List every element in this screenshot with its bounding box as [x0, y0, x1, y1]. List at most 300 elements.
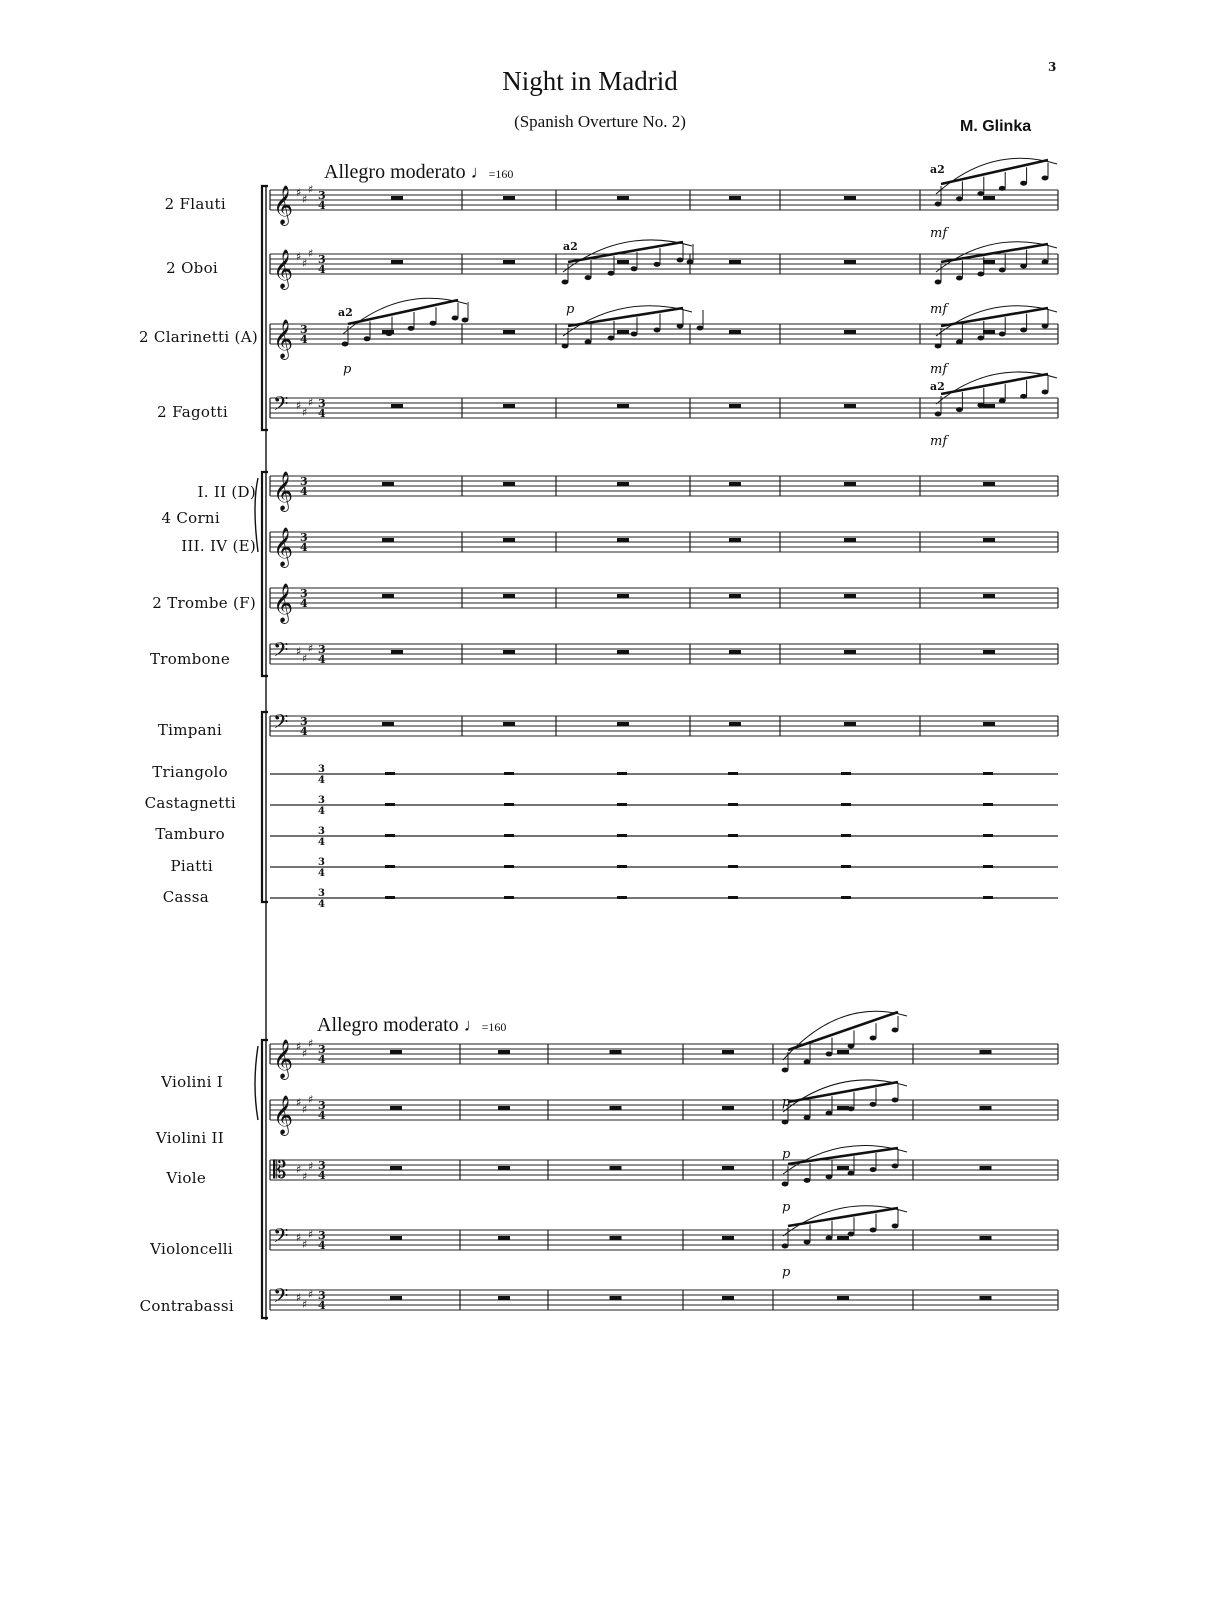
dynamic-mf: mf [930, 226, 948, 241]
note-head [1020, 394, 1027, 399]
time-signature-top: 3 [318, 189, 326, 202]
measure-rest [617, 404, 629, 408]
sharp-icon: ♯ [308, 1228, 314, 1241]
measure-rest [983, 404, 995, 408]
note-head [935, 344, 942, 349]
measure-rest [983, 803, 993, 806]
measure-rest [983, 896, 993, 899]
measure-rest [729, 260, 741, 264]
instrument-label-clarinetti: 2 Clarinetti (A) [139, 328, 258, 346]
page-number: 3 [1048, 60, 1057, 74]
treble-clef-icon: 𝄞 [273, 319, 294, 359]
measure-rest [728, 803, 738, 806]
measure-rest [983, 722, 995, 726]
sharp-icon: ♯ [308, 642, 314, 655]
measure-rest [503, 722, 515, 726]
note-head [687, 260, 694, 265]
time-signature-bottom: 4 [300, 725, 308, 738]
measure-rest [617, 865, 627, 868]
note-head [870, 1102, 877, 1107]
sharp-icon: ♯ [296, 186, 302, 199]
instrument-label-castagnetti: Castagnetti [144, 794, 236, 812]
measure-rest [385, 896, 395, 899]
sharp-icon: ♯ [308, 1093, 314, 1106]
instrument-label-oboi: 2 Oboi [166, 259, 218, 277]
time-signature-top: 3 [318, 826, 325, 837]
time-signature-top: 3 [318, 888, 325, 899]
tempo-text: Allegro moderato [324, 161, 466, 183]
measure-rest [390, 1166, 402, 1170]
time-signature-top: 3 [300, 587, 308, 600]
time-signature-top: 3 [318, 857, 325, 868]
time-signature-bottom: 4 [300, 485, 308, 498]
note-head [892, 1028, 899, 1033]
measure-rest [729, 538, 741, 542]
note-head [408, 326, 415, 331]
note-head [342, 342, 349, 347]
note-head [631, 266, 638, 271]
measure-rest [504, 772, 514, 775]
measure-rest [983, 330, 995, 334]
time-signature-top: 3 [318, 795, 325, 806]
instrument-label-corni-12: I. II (D) [197, 483, 256, 501]
instrument-label-timpani: Timpani [157, 721, 222, 739]
sharp-icon: ♯ [302, 257, 308, 270]
measure-rest [980, 1236, 992, 1240]
sharp-icon: ♯ [308, 183, 314, 196]
measure-rest [729, 330, 741, 334]
time-signature-bottom: 4 [318, 407, 326, 420]
measure-rest [385, 772, 395, 775]
tempo-text: Allegro moderato [317, 1014, 459, 1036]
note-head [782, 1120, 789, 1125]
measure-rest [503, 260, 515, 264]
time-signature-bottom: 4 [318, 653, 326, 666]
sharp-icon: ♯ [296, 250, 302, 263]
time-signature-top: 3 [300, 531, 308, 544]
measure-rest [980, 1166, 992, 1170]
measure-rest [617, 594, 629, 598]
measure-rest [837, 1166, 849, 1170]
time-signature-bottom: 4 [318, 1109, 326, 1122]
tempo-marking-strings: Allegro moderato ♩=160 [317, 1014, 507, 1036]
bass-clef-icon: 𝄢 [273, 392, 289, 420]
instrument-label-viole: Viole [166, 1169, 206, 1187]
time-signature-top: 3 [300, 715, 308, 728]
measure-rest [729, 196, 741, 200]
measure-rest [498, 1106, 510, 1110]
sharp-icon: ♯ [308, 247, 314, 260]
measure-rest [844, 650, 856, 654]
note-head [462, 318, 469, 323]
note-head [677, 258, 684, 263]
measure-rest [390, 1106, 402, 1110]
treble-clef-icon: 𝄞 [273, 527, 294, 567]
measure-rest [728, 865, 738, 868]
note-head [804, 1240, 811, 1245]
measure-rest [504, 834, 514, 837]
measure-rest [837, 1236, 849, 1240]
measure-rest [841, 772, 851, 775]
note-head [608, 271, 615, 276]
measure-rest [983, 196, 995, 200]
a2-marking: a2 [563, 240, 578, 253]
note-head [848, 1044, 855, 1049]
time-signature-bottom: 4 [300, 541, 308, 554]
note-head [848, 1232, 855, 1237]
measure-rest [722, 1050, 734, 1054]
beam [348, 300, 458, 324]
measure-rest [722, 1166, 734, 1170]
measure-rest [391, 260, 403, 264]
measure-rest [503, 404, 515, 408]
group-bracket [262, 472, 268, 676]
measure-rest [841, 865, 851, 868]
slur [936, 158, 1057, 194]
time-signature-bottom: 4 [318, 1169, 326, 1182]
note-head [848, 1171, 855, 1176]
measure-rest [617, 834, 627, 837]
violin-brace [255, 1046, 258, 1120]
sharp-icon: ♯ [296, 399, 302, 412]
time-signature-bottom: 4 [318, 806, 325, 817]
note-head [654, 328, 661, 333]
instrument-label-flauti: 2 Flauti [164, 195, 226, 213]
bass-clef-icon: 𝄢 [273, 1284, 289, 1312]
instrument-label-violoncelli: Violoncelli [150, 1240, 233, 1258]
measure-rest [498, 1296, 510, 1300]
measure-rest [729, 404, 741, 408]
note-head [804, 1115, 811, 1120]
sharp-icon: ♯ [308, 1160, 314, 1173]
note-head [562, 344, 569, 349]
note-head [848, 1106, 855, 1111]
note-head [977, 191, 984, 196]
measure-rest [382, 538, 394, 542]
measure-rest [617, 772, 627, 775]
time-signature-bottom: 4 [318, 775, 325, 786]
instrument-label-violini1: Violini I [161, 1073, 223, 1091]
note-head [935, 412, 942, 417]
treble-clef-icon: 𝄞 [273, 471, 294, 511]
note-head [977, 403, 984, 408]
time-signature-bottom: 4 [318, 1053, 326, 1066]
time-signature-top: 3 [318, 1099, 326, 1112]
group-bracket [262, 186, 268, 430]
sharp-icon: ♯ [296, 1040, 302, 1053]
time-signature-top: 3 [318, 1229, 326, 1242]
instrument-label-corni: 4 Corni [161, 509, 220, 527]
measure-rest [504, 803, 514, 806]
instrument-label-piatti: Piatti [170, 857, 213, 875]
note-head [977, 336, 984, 341]
measure-rest [610, 1296, 622, 1300]
note-head [826, 1111, 833, 1116]
time-signature-bottom: 4 [318, 899, 325, 910]
instrument-label-corni-34: III. IV (E) [181, 537, 256, 555]
group-bracket [262, 1040, 268, 1318]
measure-rest [617, 896, 627, 899]
note-head [654, 262, 661, 267]
a2-marking: a2 [930, 380, 945, 393]
note-head [1042, 176, 1049, 181]
sharp-icon: ♯ [302, 1238, 308, 1251]
measure-rest [391, 404, 403, 408]
note-head [804, 1178, 811, 1183]
measure-rest [382, 482, 394, 486]
measure-rest [385, 834, 395, 837]
measure-rest [610, 1106, 622, 1110]
sharp-icon: ♯ [308, 1288, 314, 1301]
time-signature-bottom: 4 [318, 263, 326, 276]
measure-rest [391, 196, 403, 200]
a2-marking: a2 [338, 306, 353, 319]
measure-rest [728, 834, 738, 837]
note-head [782, 1244, 789, 1249]
note-head [870, 1228, 877, 1233]
note-head [1020, 181, 1027, 186]
time-signature-top: 3 [300, 323, 308, 336]
instrument-label-cassa: Cassa [162, 888, 209, 906]
time-signature-bottom: 4 [318, 837, 325, 848]
measure-rest [498, 1236, 510, 1240]
measure-rest [610, 1166, 622, 1170]
sharp-icon: ♯ [302, 1103, 308, 1116]
tempo-marking-top: Allegro moderato ♩=160 [324, 161, 514, 183]
time-signature-top: 3 [318, 253, 326, 266]
note-head [892, 1098, 899, 1103]
measure-rest [617, 538, 629, 542]
measure-rest [980, 1106, 992, 1110]
dynamic-mf: mf [930, 302, 948, 317]
page-subtitle: (Spanish Overture No. 2) [514, 112, 686, 131]
time-signature-top: 3 [318, 397, 326, 410]
sharp-icon: ♯ [308, 1037, 314, 1050]
treble-clef-icon: 𝄞 [273, 1095, 294, 1135]
instrument-label-violini2: Violini II [155, 1129, 224, 1147]
instrument-label-trombone: Trombone [150, 650, 230, 668]
time-signature-top: 3 [318, 764, 325, 775]
measure-rest [729, 722, 741, 726]
note-head [935, 280, 942, 285]
measure-rest [983, 482, 995, 486]
note-head [562, 280, 569, 285]
measure-rest [382, 722, 394, 726]
measure-rest [837, 1296, 849, 1300]
measure-rest [610, 1050, 622, 1054]
measure-rest [503, 650, 515, 654]
beam [941, 308, 1048, 326]
tempo-mm: 160 [495, 167, 514, 181]
measure-rest [504, 865, 514, 868]
measure-rest [617, 196, 629, 200]
measure-rest [983, 650, 995, 654]
sharp-icon: ♯ [296, 1096, 302, 1109]
measure-rest [728, 896, 738, 899]
measure-rest [504, 896, 514, 899]
sharp-icon: ♯ [302, 1047, 308, 1060]
note-head [697, 326, 704, 331]
beam [941, 374, 1048, 394]
quarter-note-icon: ♩ [470, 162, 489, 182]
note-head [935, 202, 942, 207]
measure-rest [503, 482, 515, 486]
note-head [782, 1068, 789, 1073]
sharp-icon: ♯ [296, 645, 302, 658]
time-signature-top: 3 [318, 643, 326, 656]
measure-rest [503, 594, 515, 598]
note-head [956, 276, 963, 281]
measure-rest [617, 482, 629, 486]
measure-rest [385, 803, 395, 806]
measure-rest [983, 865, 993, 868]
time-signature-bottom: 4 [318, 1239, 326, 1252]
note-head [826, 1174, 833, 1179]
measure-rest [983, 594, 995, 598]
dynamic-p: p [782, 1265, 791, 1280]
note-head [956, 196, 963, 201]
measure-rest [390, 1050, 402, 1054]
instrument-label-tamburo: Tamburo [155, 825, 225, 843]
note-head [892, 1164, 899, 1169]
measure-rest [617, 650, 629, 654]
dynamic-p: p [343, 362, 352, 377]
bass-clef-icon: 𝄢 [273, 1224, 289, 1252]
horn-brace [255, 478, 258, 552]
composer-name: M. Glinka [960, 118, 1032, 135]
sharp-icon: ♯ [302, 652, 308, 665]
measure-rest [385, 865, 395, 868]
instrument-label-trombe: 2 Trombe (F) [152, 594, 256, 612]
note-head [386, 331, 393, 336]
measure-rest [722, 1236, 734, 1240]
note-head [870, 1036, 877, 1041]
measure-rest [498, 1166, 510, 1170]
treble-clef-icon: 𝄞 [273, 185, 294, 225]
sharp-icon: ♯ [296, 1291, 302, 1304]
note-head [892, 1224, 899, 1229]
beam [788, 1082, 898, 1102]
note-head [956, 407, 963, 412]
a2-marking: a2 [930, 163, 945, 176]
note-head [977, 272, 984, 277]
sharp-icon: ♯ [302, 1170, 308, 1183]
time-signature-bottom: 4 [300, 333, 308, 346]
measure-rest [617, 330, 629, 334]
note-head [585, 275, 592, 280]
note-head [677, 324, 684, 329]
measure-rest [503, 538, 515, 542]
quarter-note-icon: ♩ [463, 1015, 482, 1035]
note-head [608, 336, 615, 341]
time-signature-bottom: 4 [318, 199, 326, 212]
measure-rest [983, 260, 995, 264]
dynamic-p: p [566, 302, 575, 317]
note-head [999, 398, 1006, 403]
note-head [1042, 260, 1049, 265]
group-bracket [262, 712, 268, 902]
measure-rest [728, 772, 738, 775]
time-signature-top: 3 [300, 475, 308, 488]
note-head [452, 316, 459, 321]
measure-rest [498, 1050, 510, 1054]
note-head [956, 340, 963, 345]
note-head [999, 186, 1006, 191]
measure-rest [980, 1296, 992, 1300]
treble-clef-icon: 𝄞 [273, 583, 294, 623]
measure-rest [610, 1236, 622, 1240]
note-head [826, 1052, 833, 1057]
note-head [430, 321, 437, 326]
note-head [1042, 390, 1049, 395]
tempo-mm: 160 [488, 1020, 507, 1034]
note-head [999, 268, 1006, 273]
measure-rest [837, 1106, 849, 1110]
sharp-icon: ♯ [302, 193, 308, 206]
measure-rest [841, 896, 851, 899]
measure-rest [837, 1050, 849, 1054]
note-head [1042, 324, 1049, 329]
note-head [870, 1167, 877, 1172]
beam [568, 308, 683, 326]
dynamic-mf: mf [930, 434, 948, 449]
dynamic-mf: mf [930, 362, 948, 377]
time-signature-top: 3 [318, 1159, 326, 1172]
measure-rest [382, 594, 394, 598]
page-title: Night in Madrid [502, 66, 678, 96]
measure-rest [844, 482, 856, 486]
beam [788, 1148, 898, 1164]
instrument-label-fagotti: 2 Fagotti [157, 403, 228, 421]
measure-rest [983, 538, 995, 542]
measure-rest [390, 1236, 402, 1240]
measure-rest [844, 260, 856, 264]
measure-rest [844, 330, 856, 334]
measure-rest [729, 482, 741, 486]
measure-rest [617, 260, 629, 264]
alto-clef-icon: 𝄡 [273, 1156, 287, 1184]
sharp-icon: ♯ [302, 406, 308, 419]
measure-rest [844, 538, 856, 542]
measure-rest [844, 722, 856, 726]
bass-clef-icon: 𝄢 [273, 710, 289, 738]
instrument-label-contrabassi: Contrabassi [139, 1297, 234, 1315]
measure-rest [729, 594, 741, 598]
sharp-icon: ♯ [296, 1231, 302, 1244]
time-signature-bottom: 4 [300, 597, 308, 610]
dynamic-p: p [782, 1147, 791, 1162]
measure-rest [983, 834, 993, 837]
measure-rest [980, 1050, 992, 1054]
note-head [1020, 328, 1027, 333]
note-head [1020, 264, 1027, 269]
measure-rest [617, 722, 629, 726]
sharp-icon: ♯ [302, 1298, 308, 1311]
treble-clef-icon: 𝄞 [273, 249, 294, 289]
measure-rest [391, 650, 403, 654]
note-head [585, 340, 592, 345]
time-signature-bottom: 4 [318, 868, 325, 879]
beam [941, 160, 1048, 184]
measure-rest [722, 1106, 734, 1110]
beam [788, 1208, 898, 1226]
measure-rest [841, 834, 851, 837]
measure-rest [844, 404, 856, 408]
sharp-icon: ♯ [308, 396, 314, 409]
treble-clef-icon: 𝄞 [273, 1039, 294, 1079]
measure-rest [390, 1296, 402, 1300]
measure-rest [503, 330, 515, 334]
